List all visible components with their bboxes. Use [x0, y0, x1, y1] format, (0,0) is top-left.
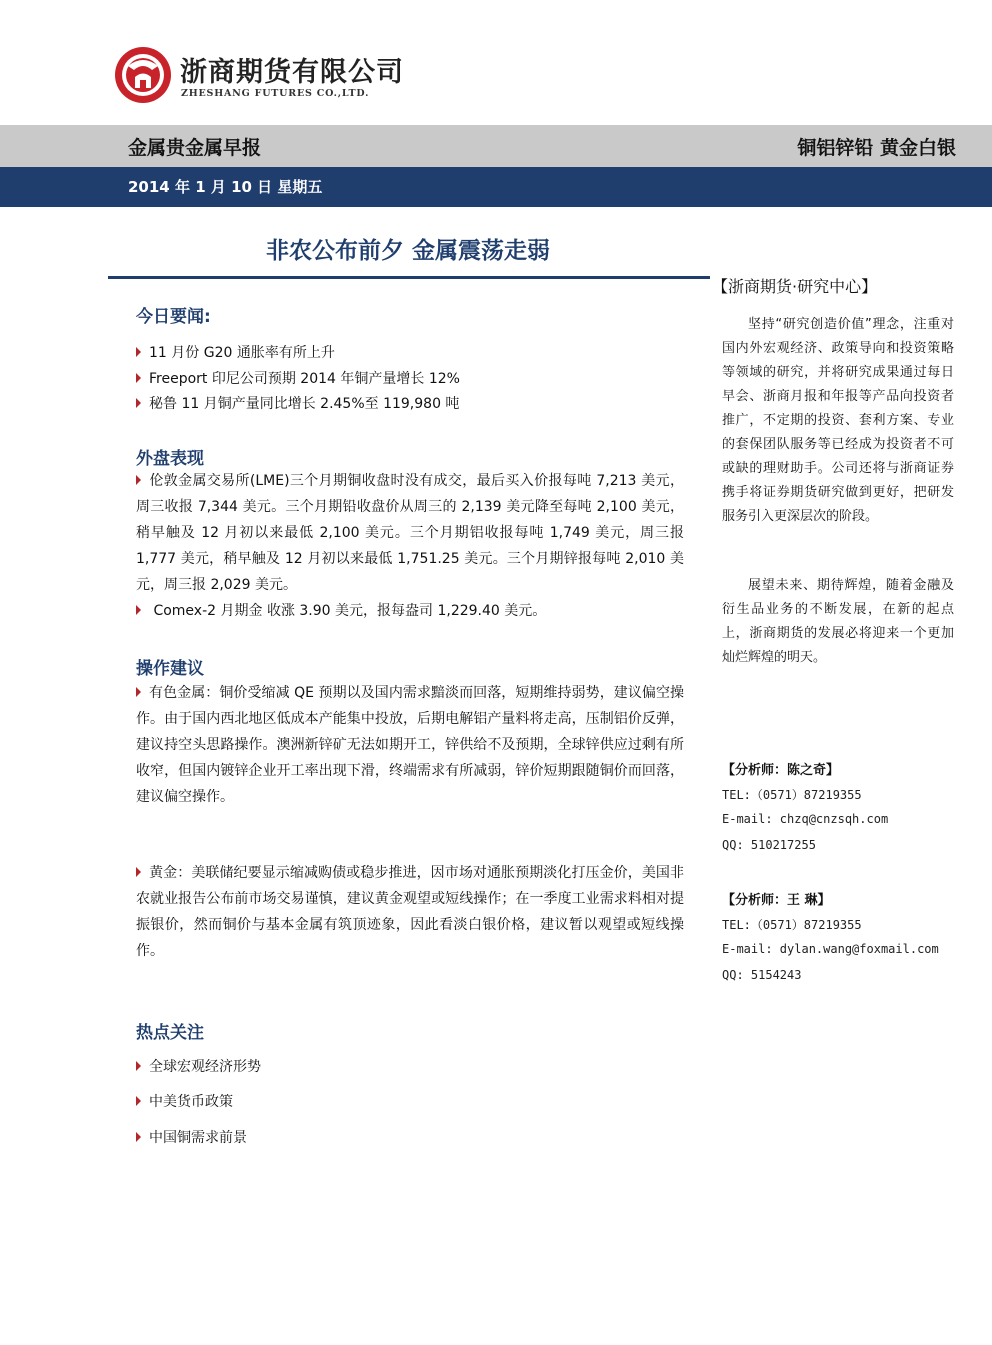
- research-center-outlook: 展望未来、期待辉煌，随着金融及衍生品业务的不断发展，在新的起点上，浙商期货的发展必将迎来一个更加灿烂辉煌的明天。: [722, 578, 954, 665]
- headline-divider: [108, 276, 710, 279]
- overseas-section-title: 外盘表现: [136, 449, 204, 469]
- advice-section-title: 操作建议: [136, 659, 204, 679]
- bullet-arrow-icon: [136, 687, 141, 697]
- list-item: 全球宏观经济形势: [136, 1054, 261, 1080]
- company-name-cn: 浙商期货有限公司: [180, 57, 404, 88]
- bullet-arrow-icon: [136, 475, 141, 485]
- analyst-email[interactable]: E-mail: chzq@cnzsqh.com: [722, 812, 889, 826]
- report-title-band: [0, 125, 992, 167]
- headline: 非农公布前夕 金属震荡走弱: [265, 238, 550, 264]
- comex-paragraph: Comex-2 月期金 收涨 3.90 美元，报每盎司 1,229.40 美元。: [136, 598, 684, 624]
- research-center-heading: 【浙商期货·研究中心】: [712, 277, 878, 296]
- list-item: 11 月份 G20 通胀率有所上升: [136, 340, 335, 366]
- bullet-arrow-icon: [136, 867, 141, 877]
- list-item: 秘鲁 11 月铜产量同比增长 2.45%至 119,980 吨: [136, 391, 459, 417]
- focus-section-title: 热点关注: [136, 1023, 204, 1043]
- overseas-paragraph: 伦敦金属交易所(LME)三个月期铜收盘时没有成交，最后买入价报每吨 7,213 美元，周三收报 7,344 美元。三个月期铅收盘价从周三的 2,139 美元降至每吨 2,100 美元，稍早触及 12 月初以来最低 2,100 美元。三个月期铝收报每吨 1,749 美元，周三报 1,777 美元，稍早触及 12 月初以来最低 1,751.25 美元。三个月期锌报每吨 2,010 美元，周三报 2,029 美元。: [136, 473, 684, 593]
- report-date: 2014 年 1 月 10 日 星期五: [128, 178, 323, 196]
- bullet-arrow-icon: [136, 398, 141, 408]
- list-item: 中国铜需求前景: [136, 1125, 247, 1151]
- list-item: Freeport 印尼公司预期 2014 年铜产量增长 12%: [136, 366, 460, 392]
- bullet-arrow-icon: [136, 347, 141, 357]
- bullet-arrow-icon: [136, 605, 141, 615]
- analyst-tel: TEL:（0571）87219355: [722, 918, 862, 932]
- company-logo-icon: [114, 46, 172, 104]
- analyst-tel: TEL:（0571）87219355: [722, 788, 862, 802]
- bullet-arrow-icon: [136, 1061, 141, 1071]
- analyst-qq: QQ: 5154243: [722, 968, 802, 982]
- analyst-email[interactable]: E-mail: dylan.wang@foxmail.com: [722, 942, 939, 956]
- gold-advice: 黄金：美联储纪要显示缩减购债或稳步推进，因市场对通胀预期淡化打压金价，美国非农就业报告公布前市场交易谨慎，建议黄金观望或短线操作；在一季度工业需求料相对提振银价，然而铜价与基本金属有筑顶迹象，因此看淡白银价格，建议暂以观望或短线操作。: [136, 865, 684, 959]
- bullet-arrow-icon: [136, 373, 141, 383]
- bullet-arrow-icon: [136, 1096, 141, 1106]
- research-center-intro: 坚持“研究创造价值”理念，注重对国内外宏观经济、政策导向和投资策略等领域的研究，并将研究成果通过每日早会、浙商月报和年报等产品向投资者推广，不定期的投资、套利方案、专业的套保团队服务等已经成为投资者不可或缺的理财助手。公司还将与浙商证券携手将证券期货研究做到更好，把研发服务引入更深层次的阶段。: [722, 317, 954, 524]
- report-name: 金属贵金属早报: [128, 137, 262, 159]
- bullet-arrow-icon: [136, 1132, 141, 1142]
- analyst-name: 【分析师：王 琳】: [722, 893, 831, 908]
- company-name-en: ZHESHANG FUTURES CO.,LTD.: [181, 88, 370, 99]
- analyst-qq: QQ: 510217255: [722, 838, 816, 852]
- metals-covered: 铜铝锌铅 黄金白银: [797, 137, 956, 159]
- analyst-name: 【分析师：陈之奇】: [722, 763, 840, 778]
- base-metals-advice: 有色金属：铜价受缩减 QE 预期以及国内需求黯淡而回落，短期维持弱势，建议偏空操作。由于国内西北地区低成本产能集中投放，后期电解铝产量料将走高，压制铝价反弹，建议持空头思路操作。澳洲新锌矿无法如期开工，锌供给不及预期，全球锌供应过剩有所收窄，但国内镀锌企业开工率出现下滑，终端需求有所减弱，锌价短期跟随铜价而回落，建议偏空操作。: [136, 685, 684, 805]
- news-section-title: 今日要闻:: [136, 307, 211, 327]
- list-item: 中美货币政策: [136, 1089, 233, 1115]
- date-band: [0, 167, 992, 207]
